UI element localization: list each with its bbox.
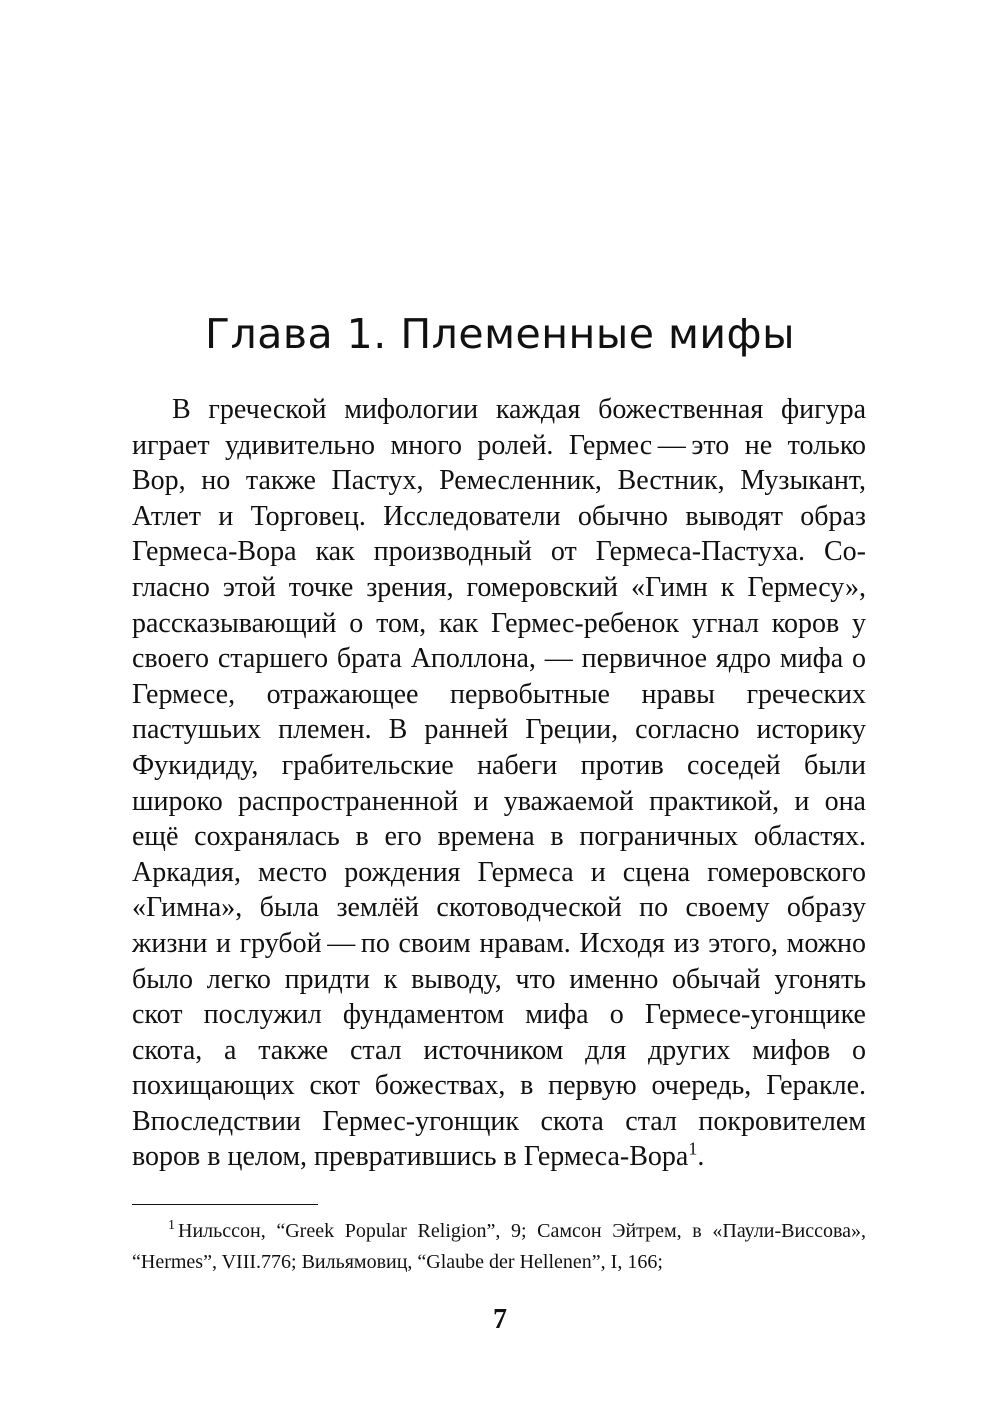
footnote (132, 1216, 866, 1278)
footnote-mark: 1 (168, 1218, 175, 1234)
footnote-divider (132, 1204, 318, 1205)
body-paragraph-text: В греческой мифологии каждая божественная фигура играет удивительно много ролей. Гермес — это не только Вор, но также Пастух, Ремесленник, Вестник, Музыкант, Атлет и Торговец. Исследователи обычно выводят образ Гермеса-Вора как производный от Гермеса-Пастуха. Согласно этой точке зрения, гомеровский «Гимн к Гермесу», рассказывающий о том, как Гермес-ребенок угнал коров у своего старшего брата Аполлона, — первичное ядро мифа о Гермесе, отражающее первобытные нравы греческих пастушьих племен. В ранней Греции, согласно историку Фукидиду, грабительские набеги против соседей были широко распространенной и уважаемой практикой, и она ещё сохранялась в его времена в пограничных областях. Аркадия, место рождения Гермеса и сцена гомеровского «Гимна», была землёй скотоводческой по своему образу жизни и грубой — по своим нравам. Исходя из этого, можно было легко придти к выводу, что именно обычай угонять скот послужил фундаментом мифа о Гермесе-угонщике скота, а также стал источником для других мифов о похищающих скот божествах, в первую очередь, Геракле. Впоследствии Гермес-угонщик скота стал покровителем воров в целом, превратившись в Гермеса-Вора (132, 394, 866, 1173)
body-paragraph (132, 392, 866, 1175)
chapter-title: Глава 1. Племенные мифы (205, 310, 795, 358)
footnote-text: Нильссон, “Greek Popular Religion”, 9; Самсон Эйтрем, в «Паули-Виссова», “Hermes”, VIII.776; Вильямовиц, “Glaube der Hellenen”, I, 166; (132, 1220, 866, 1273)
page-number: 7 (493, 1304, 507, 1335)
paragraph-end-punctuation: . (697, 1141, 705, 1173)
footnote-reference[interactable]: 1 (688, 1139, 698, 1160)
